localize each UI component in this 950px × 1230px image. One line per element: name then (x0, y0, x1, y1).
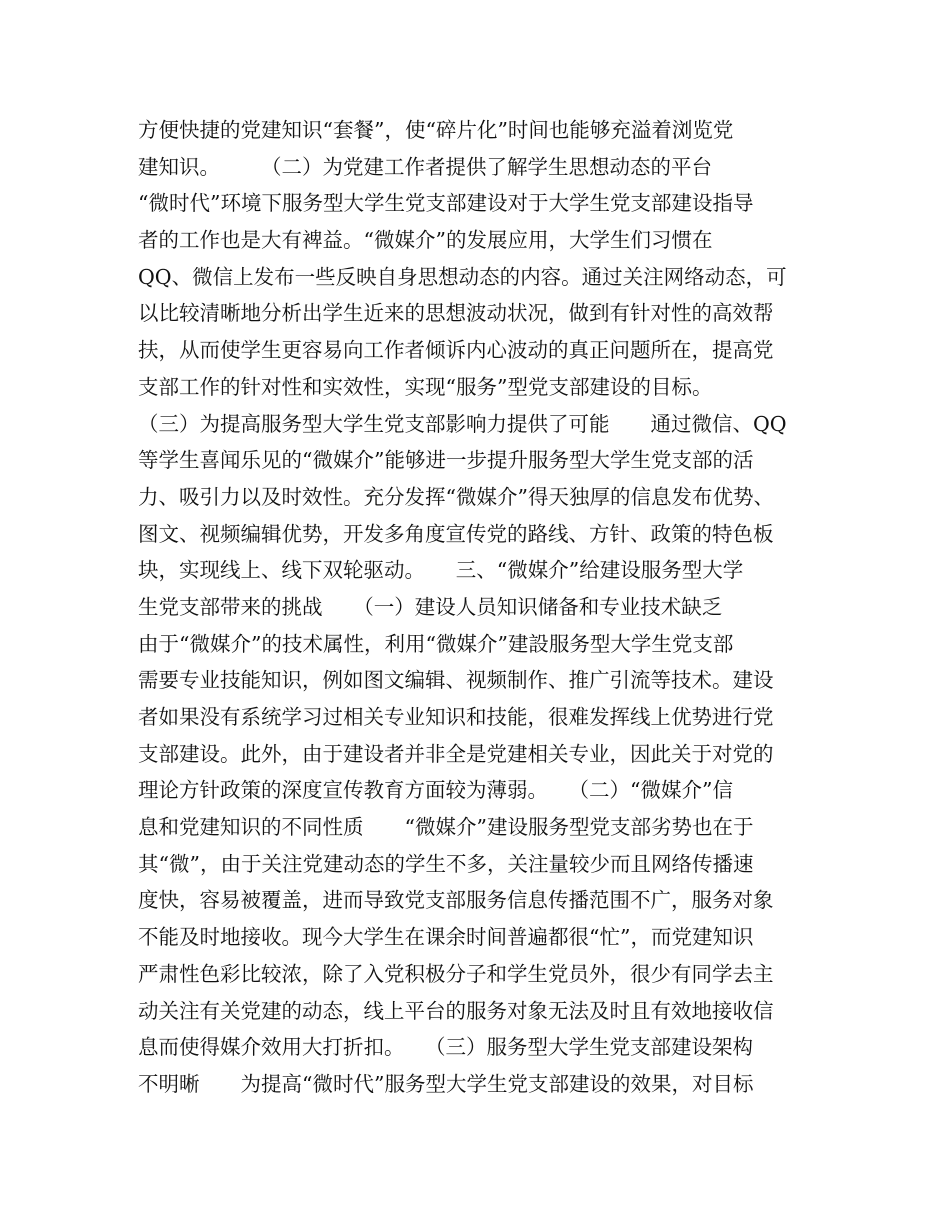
text-line: 其“微”，由于关注党建动态的学生不多，关注量较少而且网络传播速 (138, 851, 754, 876)
text-line: 者如果没有系统学习过相关专业知识和技能，很难发挥线上优势进行党 (138, 705, 774, 729)
text-line: 不能及时地接收。现今大学生在课余时间普遍都很“忙”，而党建知识 (138, 925, 754, 950)
text-line: 以比较清晰地分析出学生近来的思想波动状况，做到有针对性的高效帮 (138, 301, 774, 326)
text-line: 支部工作的针对性和实效性，实现“服务”型党支部建设的目标。 (138, 374, 713, 399)
text-line: 息而使得媒介效用大打折扣。 （三）服务型大学生党支部建设架构 (138, 1035, 753, 1060)
text-line: 块，实现线上、线下双轮驱动。 三、“微媒介”给建设服务型大学 (138, 558, 744, 583)
text-line: 度快，容易被覆盖，进而导致党支部服务信息传播范围不广，服务对象 (138, 888, 774, 913)
text-line: 者的工作也是大有裨益。“微媒介”的发展应用，大学生们习惯在 (138, 228, 713, 253)
text-line: 理论方针政策的深度宣传教育方面较为薄弱。 （二）“微媒介”信 (138, 778, 733, 803)
text-line: 方便快捷的党建知识“套餐”，使“碎片化”时间也能够充溢着浏览党 (138, 118, 734, 142)
text-line: 支部建设。此外，由于建设者并非全是党建相关专业，因此关于对党的 (138, 741, 774, 766)
text-line: 严肃性色彩比较浓，除了入党积极分子和学生党员外，很少有同学去主 (138, 961, 774, 986)
text-line: QQ、微信上发布一些反映自身思想动态的内容。通过关注网络动态，可 (138, 264, 787, 289)
text-line: 由于“微媒介”的技术属性，利用“微媒介”建設服务型大学生党支部 (138, 631, 734, 656)
text-line: 生党支部带来的挑战 （一）建设人员知识储备和专业技术缺乏 (138, 594, 723, 619)
text-line: 不明晰 为提高“微时代”服务型大学生党支部建设的效果，对目标 (138, 1071, 754, 1096)
text-line: “微时代”环境下服务型大学生党支部建设对于大学生党支部建设指导 (138, 191, 754, 216)
text-line: 息和党建知识的不同性质 “微媒介”建设服务型党支部劣势也在于 (138, 815, 754, 840)
text-line: 动关注有关党建的动态，线上平台的服务对象无法及时且有效地接收信 (138, 998, 774, 1023)
text-line: 建知识。 （二）为党建工作者提供了解学生思想动态的平台 (138, 154, 712, 179)
body-text (138, 112, 818, 1103)
text-line: 扶，从而使学生更容易向工作者倾诉内心波动的真正问题所在，提高党 (138, 338, 774, 363)
text-line: （三）为提高服务型大学生党支部影响力提供了可能 通过微信、QQ (138, 411, 787, 436)
text-line: 需要专业技能知识，例如图文编辑、视频制作、推广引流等技术。建设 (138, 668, 774, 693)
text-line: 图文、视频编辑优势，开发多角度宣传党的路线、方针、政策的特色板 (138, 521, 774, 546)
text-line: 力、吸引力以及时效性。充分发挥“微媒介”得天独厚的信息发布优势、 (138, 484, 774, 509)
text-line: 等学生喜闻乐见的“微媒介”能够进一步提升服务型大学生党支部的活 (138, 448, 754, 473)
